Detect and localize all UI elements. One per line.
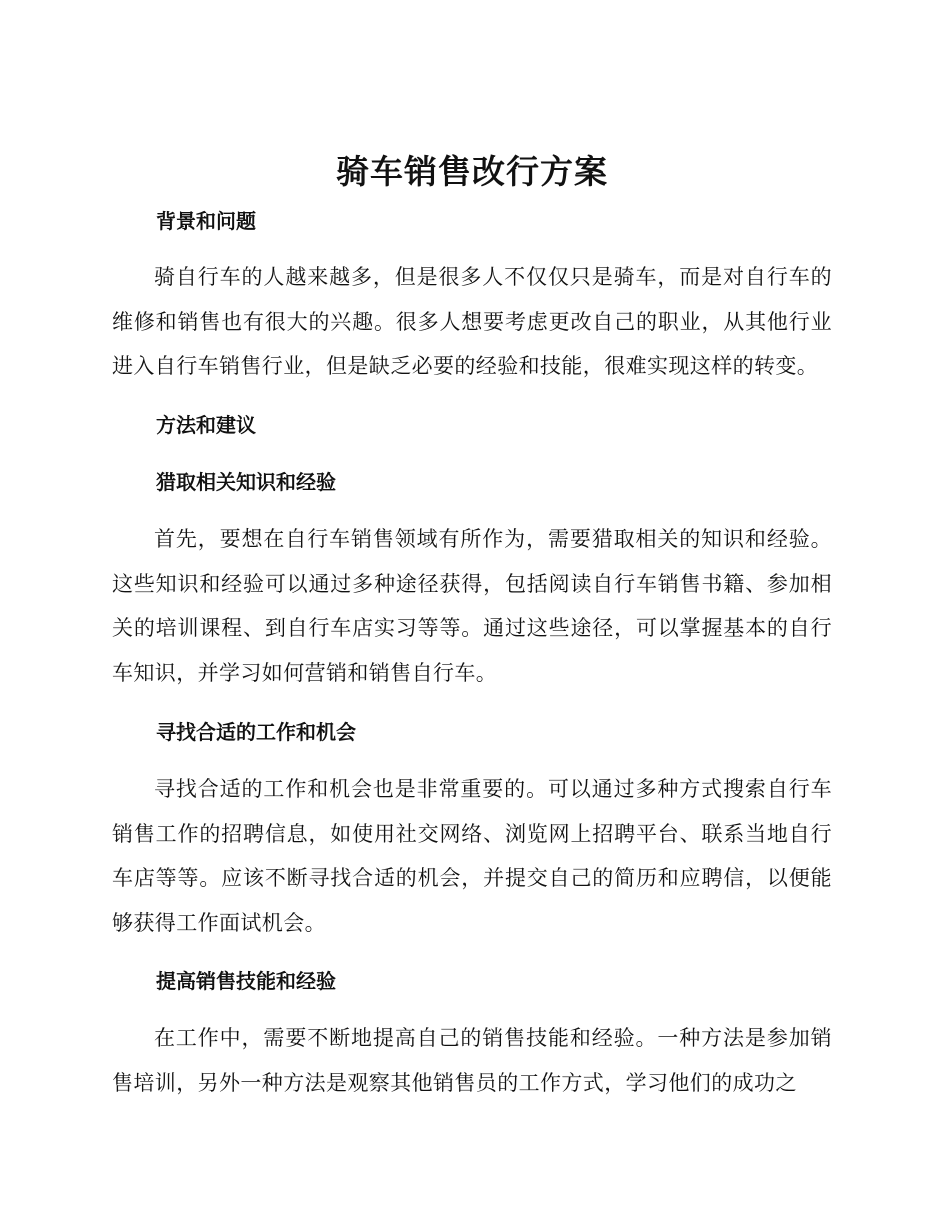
document-page <box>112 0 832 1230</box>
section-heading-methods: 方法和建议 <box>156 413 256 437</box>
document-title: 骑车销售改行方案 <box>336 152 608 191</box>
section-paragraph-background: 骑自行车的人越来越多，但是很多人不仅仅只是骑车，而是对自行车的维修和销售也有很大的兴趣。很多人想要考虑更改自己的职业，从其他行业进入自行车销售行业，但是缺乏必要的经验和技能，很难实现这样的转变。 <box>112 265 832 378</box>
section-heading-skills: 提高销售技能和经验 <box>156 969 336 993</box>
section-heading-jobs: 寻找合适的工作和机会 <box>156 720 356 744</box>
section-heading-background: 背景和问题 <box>156 209 256 233</box>
section-heading-knowledge: 猎取相关知识和经验 <box>156 470 336 494</box>
section-paragraph-skills: 在工作中，需要不断地提高自己的销售技能和经验。一种方法是参加销售培训，另外一种方法是观察其他销售员的工作方式，学习他们的成功之 <box>112 1026 832 1095</box>
section-paragraph-knowledge: 首先，要想在自行车销售领域有所作为，需要猎取相关的知识和经验。这些知识和经验可以通过多种途径获得，包括阅读自行车销售书籍、参加相关的培训课程、到自行车店实习等等。通过这些途径，可以掌握基本的自行车知识，并学习如何营销和销售自行车。 <box>112 527 832 685</box>
section-paragraph-jobs: 寻找合适的工作和机会也是非常重要的。可以通过多种方式搜索自行车销售工作的招聘信息，如使用社交网络、浏览网上招聘平台、联系当地自行车店等等。应该不断寻找合适的机会，并提交自己的简历和应聘信，以便能够获得工作面试机会。 <box>112 777 832 935</box>
